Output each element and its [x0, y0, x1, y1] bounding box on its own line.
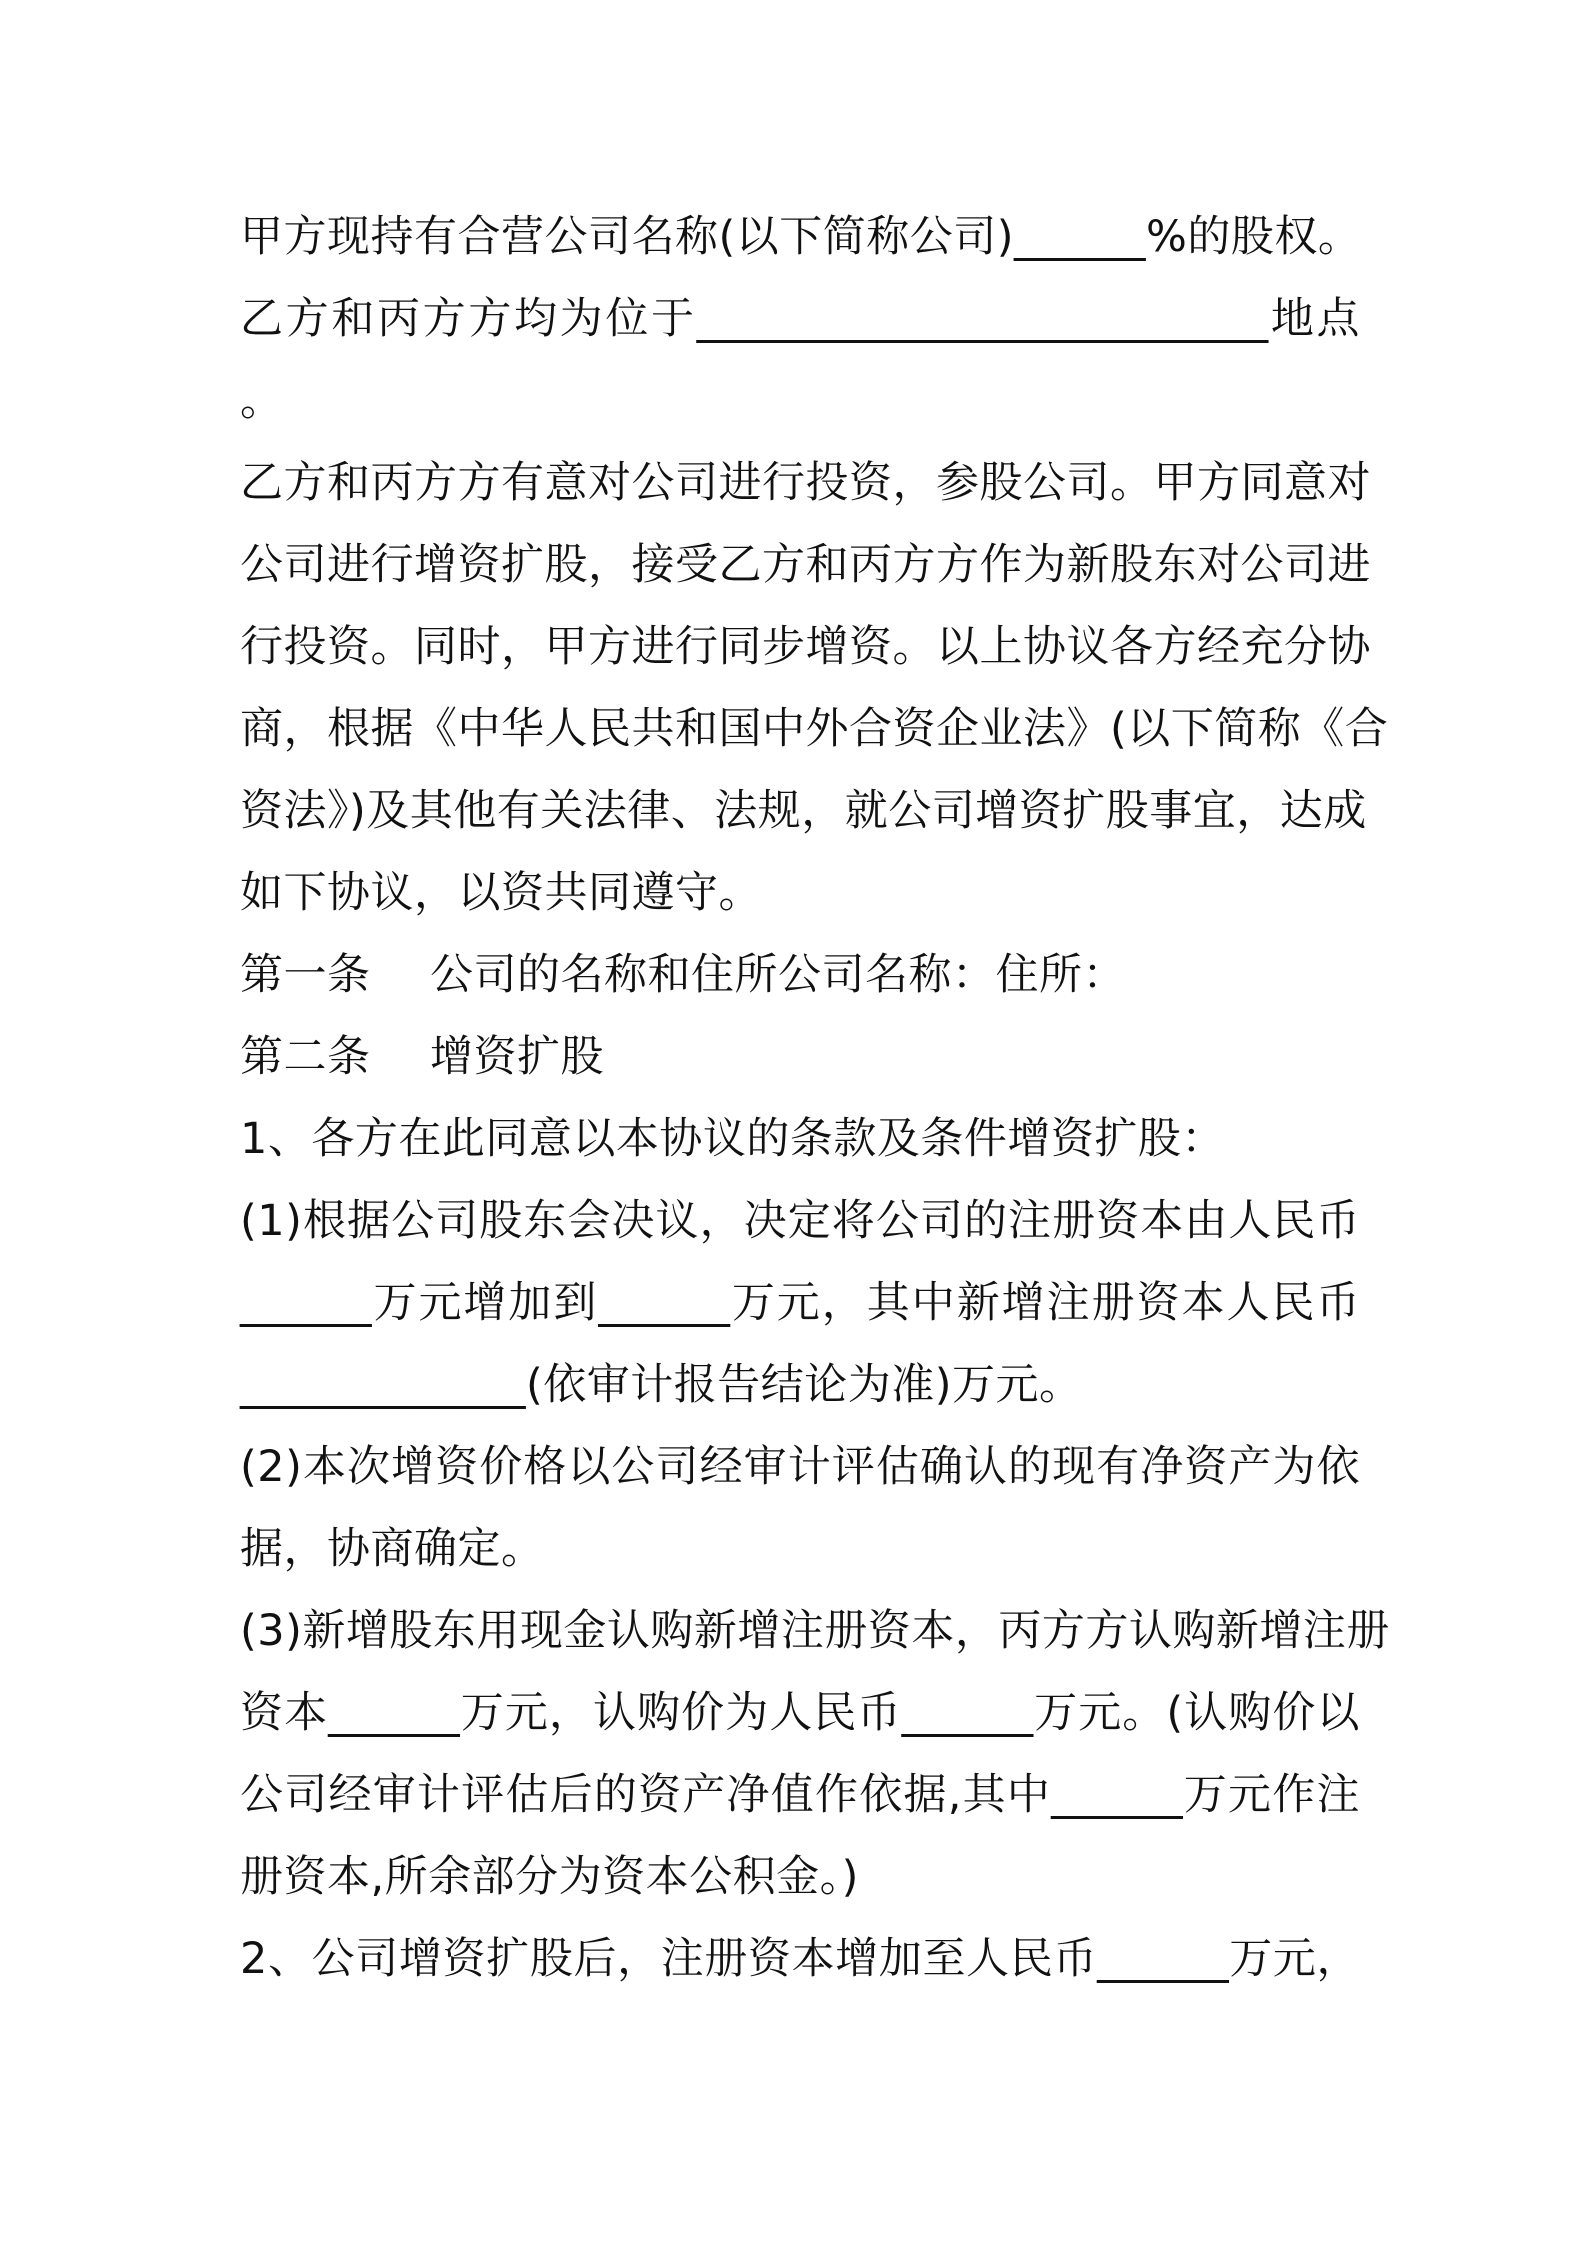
text-line: 资本______万元，认购价为人民币______万元。(认购价以 — [240, 1688, 1360, 1738]
article-number: 第一条 — [240, 950, 371, 1000]
article-title: 增资扩股 — [430, 1032, 604, 1082]
text-line: 1、各方在此同意以本协议的条款及条件增资扩股： — [240, 1114, 1225, 1164]
text-line: ______万元增加到______万元，其中新增注册资本人民币 — [240, 1278, 1360, 1328]
text-line: 资法》)及其他有关法律、法规，就公司增资扩股事宜，达成 — [240, 786, 1367, 836]
text-line: 公司经审计评估后的资产净值作依据,其中______万元作注 — [240, 1770, 1360, 1820]
text-line: (3)新增股东用现金认购新增注册资本，丙方方认购新增注册 — [240, 1606, 1390, 1656]
text-line: 。 — [240, 376, 284, 426]
article-heading-2 — [240, 1016, 1360, 1098]
text-line: 乙方和丙方方均为位于__________________________地点 — [240, 294, 1360, 344]
text-line: 乙方和丙方方有意对公司进行投资，参股公司。甲方同意对 — [240, 458, 1371, 508]
article-title: 公司的名称和住所公司名称：住所： — [430, 950, 1126, 1000]
text-line: _____________(依审计报告结论为准)万元。 — [240, 1360, 1083, 1410]
text-line: 2、公司增资扩股后，注册资本增加至人民币______万元， — [240, 1934, 1360, 1984]
text-line: 册资本,所余部分为资本公积金。) — [240, 1852, 859, 1902]
document-body — [240, 196, 1390, 2000]
text-line: (1)根据公司股东会决议，决定将公司的注册资本由人民币 — [240, 1196, 1360, 1246]
text-line: (2)本次增资价格以公司经审计评估确认的现有净资产为依 — [240, 1442, 1360, 1492]
text-line: 甲方现持有合营公司名称(以下简称公司)______%的股权。 — [240, 212, 1362, 262]
text-line: 如下协议，以资共同遵守。 — [240, 868, 762, 918]
text-line: 商，根据《中华人民共和国中外合资企业法》(以下简称《合 — [240, 704, 1389, 754]
article-heading-1 — [240, 934, 1360, 1016]
text-line: 公司进行增资扩股，接受乙方和丙方方作为新股东对公司进 — [240, 540, 1371, 590]
text-line: 据，协商确定。 — [240, 1524, 545, 1574]
text-line: 行投资。同时，甲方进行同步增资。以上协议各方经充分协 — [240, 622, 1371, 672]
article-number: 第二条 — [240, 1032, 371, 1082]
